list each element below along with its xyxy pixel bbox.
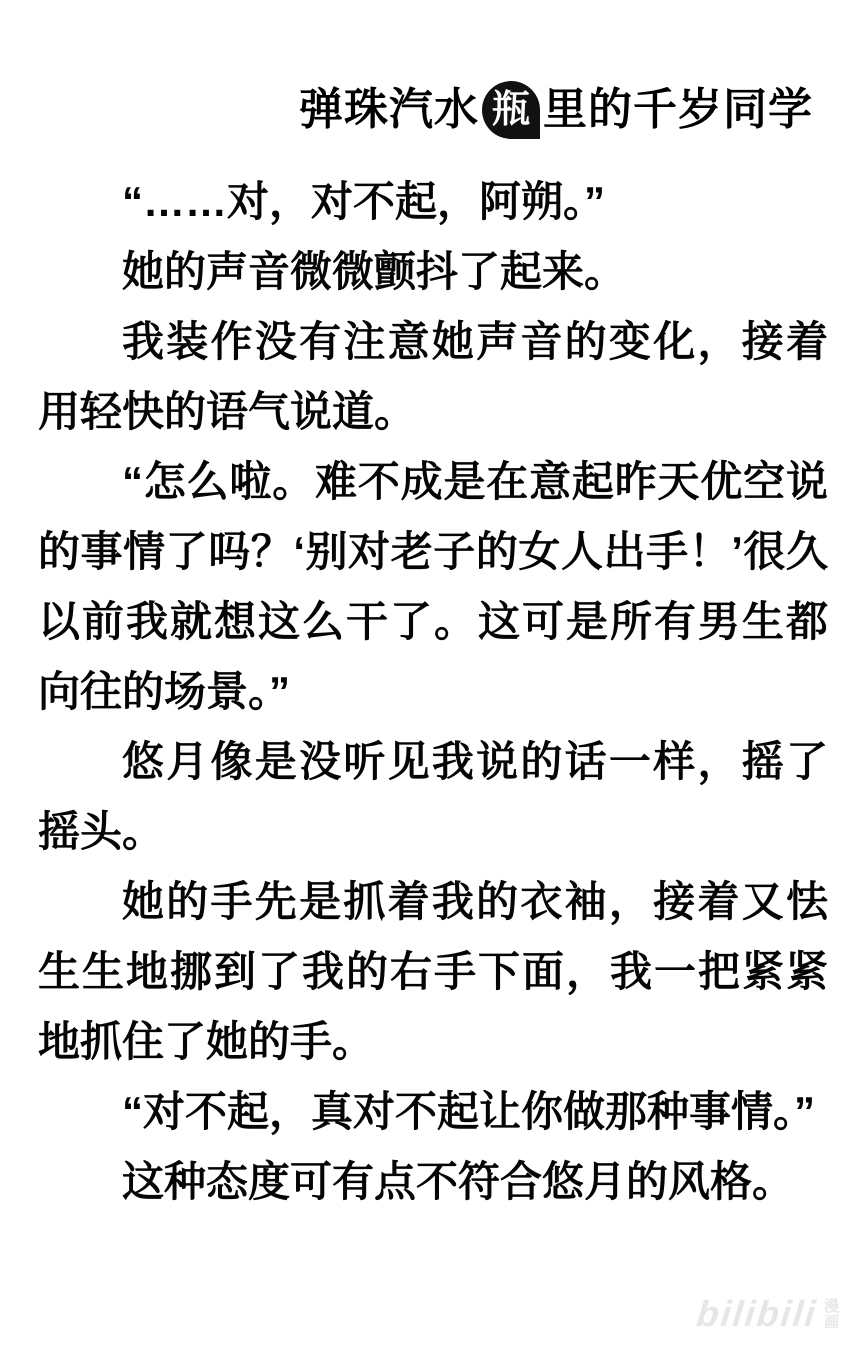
bilibili-watermark — [694, 1293, 839, 1334]
book-title-suffix: 里的千岁同学 — [543, 85, 813, 134]
paragraph: “……对，对不起，阿朔。” — [122, 178, 606, 225]
book-title — [0, 80, 813, 143]
paragraph: 她的手先是抓着我的衣袖，接着又怯生生地挪到了我的右手下面，我一把紧紧地抓住了她的手。 — [38, 878, 828, 1065]
chapter-body-text — [38, 167, 828, 1217]
book-title-prefix: 弹珠汽水 — [299, 85, 479, 134]
paragraph: “怎么啦。难不成是在意起昨天优空说的事情了吗？‘别对老子的女人出手！’很久以前我就想这么干了。这可是所有男生都向往的场景。” — [38, 458, 828, 715]
paragraph: 这种态度可有点不符合悠月的风格。 — [122, 1158, 795, 1205]
paragraph: 我装作没有注意她声音的变化，接着用轻快的语气说道。 — [38, 318, 828, 435]
chapter-header — [0, 80, 813, 143]
paragraph: “对不起，真对不起让你做那种事情。” — [122, 1088, 816, 1135]
bottle-badge-char: 瓶 — [491, 88, 530, 131]
paragraph: 悠月像是没听见我说的话一样，摇了摇头。 — [38, 738, 828, 855]
bilibili-manga-label: 漫画 — [822, 1298, 839, 1330]
paragraph: 她的声音微微颤抖了起来。 — [122, 248, 627, 295]
bottle-badge-icon — [482, 81, 540, 139]
bilibili-logo: bilibili — [694, 1293, 820, 1334]
